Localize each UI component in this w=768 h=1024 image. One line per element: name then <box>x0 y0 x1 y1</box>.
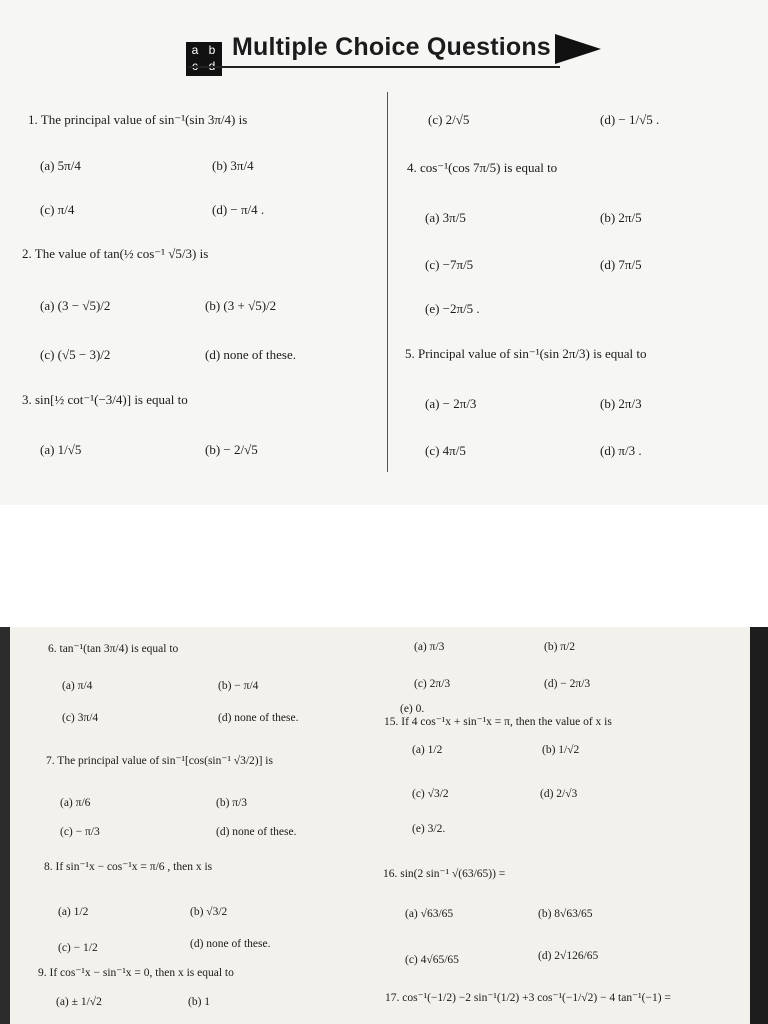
option[interactable]: (a) √63/65 <box>405 908 454 920</box>
option[interactable]: (a) π/4 <box>62 680 93 692</box>
option[interactable]: (a) 1/√5 <box>40 442 82 457</box>
logo-letter: b <box>208 43 216 57</box>
question-15: 15. If 4 cos⁻¹x + sin⁻¹x = π, then the value of x is <box>384 716 612 728</box>
option[interactable]: (c) − π/3 <box>60 826 100 838</box>
option[interactable]: (b) − 2/√5 <box>205 442 258 457</box>
question-16: 16. sin(2 sin⁻¹ √(63/65)) = <box>383 868 506 880</box>
question-1: 1. The principal value of sin⁻¹(sin 3π/4) is <box>28 112 248 127</box>
question-4: 4. cos⁻¹(cos 7π/5) is equal to <box>407 160 558 175</box>
option[interactable]: (a) ± 1/√2 <box>56 996 102 1008</box>
option[interactable]: (b) 1 <box>188 996 211 1008</box>
option[interactable]: (e) 0. <box>400 703 425 715</box>
option[interactable]: (a) 1/2 <box>58 906 89 918</box>
page-2-right-shadow <box>750 627 768 1024</box>
section-title: Multiple Choice Questions <box>232 33 551 61</box>
option[interactable]: (b) 3π/4 <box>212 158 254 173</box>
option[interactable]: (a) − 2π/3 <box>425 396 477 411</box>
option[interactable]: (d) 2/√3 <box>540 788 578 800</box>
question-7: 7. The principal value of sin⁻¹[cos(sin⁻¹ √3/2)] is <box>46 755 273 767</box>
option[interactable]: (d) 2√126/65 <box>538 950 599 962</box>
option[interactable]: (c) (√5 − 3)/2 <box>40 347 111 362</box>
page-gap <box>0 505 768 627</box>
question-2: 2. The value of tan(½ cos⁻¹ √5/3) is <box>22 246 209 261</box>
option[interactable]: (b) (3 + √5)/2 <box>205 298 277 313</box>
abcd-logo-icon <box>186 42 222 76</box>
option[interactable]: (a) (3 − √5)/2 <box>40 298 111 313</box>
option[interactable]: (d) none of these. <box>216 826 297 838</box>
option[interactable]: (d) − π/4 . <box>212 202 265 217</box>
option[interactable]: (c) 2π/3 <box>414 678 451 690</box>
option[interactable]: (c) − 1/2 <box>58 942 98 954</box>
option[interactable]: (d) − 2π/3 <box>544 678 591 690</box>
arrow-icon <box>555 34 601 64</box>
option[interactable]: (c) 3π/4 <box>62 712 99 724</box>
option[interactable]: (c) 2/√5 <box>428 112 470 127</box>
option[interactable]: (b) − π/4 <box>218 680 259 692</box>
option[interactable]: (d) π/3 . <box>600 443 642 458</box>
option[interactable]: (c) π/4 <box>40 202 75 217</box>
option[interactable]: (c) −7π/5 <box>425 257 474 272</box>
column-divider <box>387 92 388 472</box>
logo-letter: a <box>191 43 199 57</box>
option[interactable]: (b) 2π/5 <box>600 210 642 225</box>
question-5: 5. Principal value of sin⁻¹(sin 2π/3) is equal to <box>405 346 647 361</box>
title-underline <box>188 66 560 68</box>
option[interactable]: (d) 7π/5 <box>600 257 642 272</box>
option[interactable]: (e) −2π/5 . <box>425 301 480 316</box>
option[interactable]: (d) none of these. <box>205 347 296 362</box>
option[interactable]: (d) none of these. <box>218 712 299 724</box>
option[interactable]: (b) π/3 <box>216 797 248 809</box>
option[interactable]: (b) π/2 <box>544 641 576 653</box>
question-6: 6. tan⁻¹(tan 3π/4) is equal to <box>48 643 179 655</box>
option[interactable]: (c) √3/2 <box>412 788 449 800</box>
option[interactable]: (a) 5π/4 <box>40 158 81 173</box>
option[interactable]: (b) 2π/3 <box>600 396 642 411</box>
option[interactable]: (b) 8√63/65 <box>538 908 593 920</box>
option[interactable]: (c) 4√65/65 <box>405 954 459 966</box>
option[interactable]: (e) 3/2. <box>412 823 446 835</box>
option[interactable]: (d) none of these. <box>190 938 271 950</box>
question-9: 9. If cos⁻¹x − sin⁻¹x = 0, then x is equal to <box>38 967 234 979</box>
page-2-left-shadow <box>0 627 10 1024</box>
question-8: 8. If sin⁻¹x − cos⁻¹x = π/6 , then x is <box>44 861 213 873</box>
option[interactable]: (a) 1/2 <box>412 744 443 756</box>
option[interactable]: (a) π/3 <box>414 641 445 653</box>
option[interactable]: (b) √3/2 <box>190 906 228 918</box>
option[interactable]: (a) 3π/5 <box>425 210 466 225</box>
question-17: 17. cos⁻¹(−1/2) −2 sin⁻¹(1/2) +3 cos⁻¹(−1/√2) − 4 tan⁻¹(−1) = <box>385 992 671 1004</box>
question-3: 3. sin[½ cot⁻¹(−3/4)] is equal to <box>22 392 188 407</box>
option[interactable]: (c) 4π/5 <box>425 443 466 458</box>
option[interactable]: (a) π/6 <box>60 797 91 809</box>
option[interactable]: (d) − 1/√5 . <box>600 112 660 127</box>
option[interactable]: (b) 1/√2 <box>542 744 580 756</box>
